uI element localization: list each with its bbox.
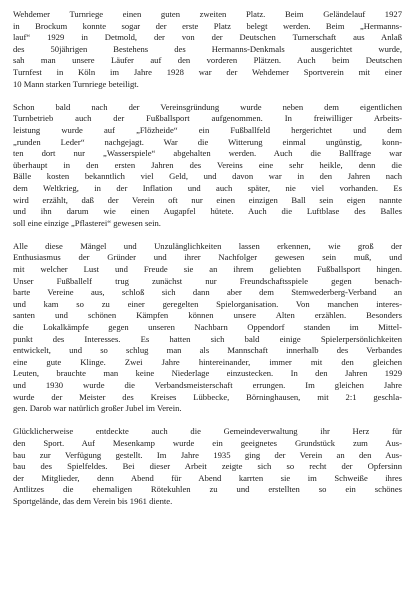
text-line: Sportgelände, das dem Verein bis 1961 diente. [13,495,173,506]
text-line: die Lokalkämpfe gegen unseren Nachbarn Oppendorf standen im Mittel- [13,322,402,333]
text-line: des 50jährigen Bestehens des Hermanns-Denkmals ausgerichtet wurde, [13,43,402,54]
text-line: Alle diese Mängel und Unzulänglichkeiten lassen erkennen, wie groß der [13,240,402,251]
text-line: punkt des Interesses. Es hatten sich bald einige Spielerpersönlichkeiten [13,333,402,344]
text-line: mit welcher Lust und Freude sie an ihrem geliebten Fußballsport hingen. [13,264,402,275]
paragraph-gap [13,229,402,241]
text-line: wurde der Meister des Kreises Lübbecke, Börninghausen, mit 2:1 geschla- [13,391,402,402]
text-line: 10 Mann starken Turnriege beteiligt. [13,78,139,89]
paragraph-turnriege [13,9,402,90]
paragraph-gap [13,90,402,102]
text-line: Turnfest in Köln im Jahre 1928 war der Wehdemer Sportverein mit einer [13,66,402,77]
text-line: Wehdemer Turnriege einen guten zweiten Platz. Beim Geländelauf 1927 [13,9,402,19]
text-line: lauf“ 1929 in Detmold, der von der Deutschen Turnerschaft aus Anlaß [13,32,402,43]
text-line: in Brockum konnte sogar der erste Platz belegt werden. Beim „Hermanns- [13,20,402,31]
paragraph-maengel [13,241,402,415]
text-line: sah man unsere Läufer auf den vorderen Plätzen. Auch beim Deutschen [13,55,402,66]
text-line: santen und schönen Kämpfen können unsere Alten erzählen. Besonders [13,310,402,321]
text-line: Antlitzes die ehemaligen Rötekuhlen zu und erstellten so ein schönes [13,484,402,495]
text-line: soll eine einzige „Pflasterei“ gewesen sein. [13,217,161,228]
text-line: der Mitglieder, denn Abend für Abend karrten sie im Schweiße ihres [13,472,402,483]
text-line: dem Weltkrieg, in der Inflation und auch später, nie viel vorhanden. Es [13,182,402,193]
text-line: ten dort nur „Wasserspiele“ abgehalten werden. Auch die Ballfrage war [13,148,402,159]
text-line: und 1930 wurde die Verbandsmeisterschaft errungen. Im gleichen Jahre [13,380,402,390]
text-line: Unser Fußballelf trug zunächst nur Freundschaftsspiele gegen benach- [13,275,402,286]
text-line: barte Vereine aus, schloß sich dann aber dem Stemwederberg-Verband an [13,287,402,298]
paragraph-fussball [13,102,402,230]
text-line: Turnbetrieb auch der Fußballsport aufgenommen. In freiwilliger Arbeits- [13,113,402,124]
text-line: eine gute Klinge. Zwei Jahre hintereinander, immer mit den gleichen [13,356,402,367]
text-line: leistung wurde auf „Flözheide“ ein Fußballfeld hergerichtet und dem [13,124,402,135]
text-line: und ihn darum wie einen Augapfel hütete. Auch die Luftblase des Balles [13,206,402,217]
text-line: Schon bald nach der Vereinsgründung wurde neben dem eigentlichen [13,101,402,112]
text-line: Enthusiasmus der Gründer und ihrer Nachfolger gewesen sein muß, und [13,252,402,263]
text-line: gen. Darob war natürlich großer Jubel im Verein. [13,403,182,414]
text-line: „runden Leder“ nachgejagt. War die Witterung einmal ungünstig, konn- [13,136,402,147]
paragraph-gemeinde [13,426,402,507]
text-line: überhaupt in den ersten Jahren des Vereins eine sehr heikle, denn die [13,159,402,170]
text-line: den Sport. Auf Mesenkamp wurde ein geeignetes Grundstück zum Aus- [13,437,402,448]
text-line: bau des Spielfeldes. Bei dieser Arbeit zeigte sich so recht der Opfersinn [13,461,402,472]
text-line: Leuten, brauchte man keine Niederlage einzustecken. In den Jahren 1929 [13,368,402,379]
paragraph-gap [13,415,402,427]
text-line: und kam so zu einer geregelten Spielorganisation. Von manchen interes- [13,298,402,309]
text-line: entwickelt, und so schlug man als Mannschaft innerhalb des Verbandes [13,345,402,356]
text-line: Bälle kosten bekanntlich viel Geld, und davon war in den Jahren nach [13,171,402,182]
text-line: Glücklicherweise entdeckte auch die Gemeindeverwaltung ihr Herz für [13,426,402,437]
text-line: wird erzählt, daß der Verein oft nur einen einzigen Ball sein eigen nannte [13,194,402,205]
text-line: bau zur Verfügung gestellt. Im Jahre 1935 ging der Verein an den Aus- [13,449,402,460]
